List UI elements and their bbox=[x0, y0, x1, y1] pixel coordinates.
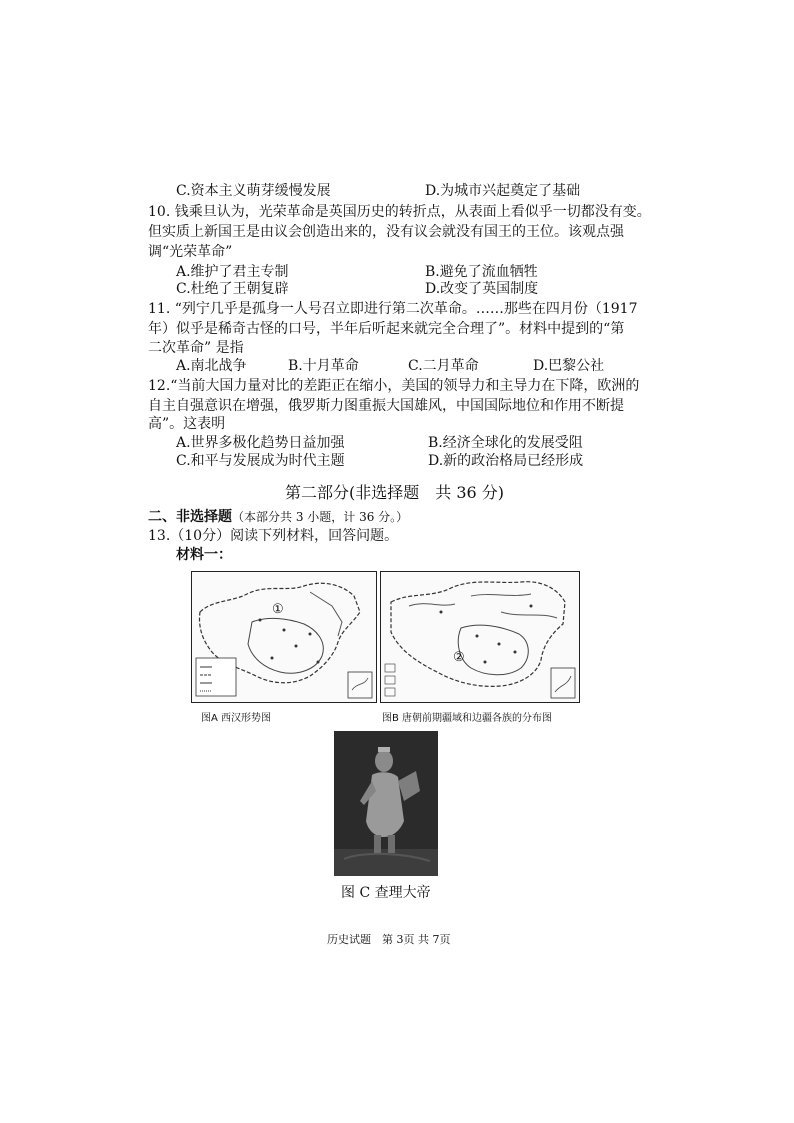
section2-note: （本部分共 3 小题，计 36 分。） bbox=[232, 510, 409, 524]
q10-option-b: B.避免了流血牺牲 bbox=[425, 264, 538, 280]
q10-option-c: C.杜绝了王朝复辟 bbox=[176, 281, 289, 297]
q10-line-3: 调“光荣革命” bbox=[148, 244, 233, 260]
q12-option-a: A.世界多极化趋势日益加强 bbox=[176, 435, 345, 451]
q10-option-a: A.维护了君主专制 bbox=[176, 264, 289, 280]
map-b-marker: ② bbox=[453, 650, 465, 665]
q11-option-d: D.巴黎公社 bbox=[533, 358, 605, 374]
q12-line-3: 高”。这表明 bbox=[148, 416, 226, 432]
map-b-drawing bbox=[381, 572, 579, 702]
map-a-marker: ① bbox=[272, 602, 284, 617]
section2-label: 二、非选择题 bbox=[148, 509, 232, 525]
q12-line-1: 12.“当前大国力量对比的差距正在缩小，美国的领导力和主导力在下降，欧洲的 bbox=[148, 378, 640, 394]
q12-option-b: B.经济全球化的发展受阻 bbox=[428, 435, 583, 451]
q11-line-3: 二次革命” 是指 bbox=[148, 340, 244, 356]
q9-option-d: D.为城市兴起奠定了基础 bbox=[425, 183, 581, 199]
map-b-caption: 图B 唐朝前期疆域和边疆各族的分布图 bbox=[382, 713, 553, 724]
q11-option-b: B.十月革命 bbox=[288, 358, 359, 374]
q10-option-d: D.改变了英国制度 bbox=[425, 281, 539, 297]
q12-option-c: C.和平与发展成为时代主题 bbox=[176, 453, 345, 469]
q11-option-c: C.二月革命 bbox=[408, 358, 479, 374]
q12-option-d: D.新的政治格局已经形成 bbox=[428, 453, 584, 469]
q11-option-a: A.南北战争 bbox=[176, 358, 247, 374]
q9-option-c: C.资本主义萌芽缓慢发展 bbox=[176, 183, 331, 199]
q13-material-label: 材料一： bbox=[176, 547, 232, 563]
page-footer: 历史试题 第 3页 共 7页 bbox=[327, 933, 451, 946]
q13-intro: 13.（10分）阅读下列材料，回答问题。 bbox=[148, 528, 399, 544]
map-a-western-han bbox=[191, 571, 377, 703]
charlemagne-photo bbox=[334, 731, 438, 876]
charlemagne-figure bbox=[334, 731, 438, 876]
q10-line-2: 但实质上新国王是由议会创造出来的，没有议会就没有国王的王位。该观点强 bbox=[148, 224, 624, 240]
q10-line-1: 10. 钱乘旦认为，光荣革命是英国历史的转折点，从表面上看似乎一切都没有变。 bbox=[148, 204, 651, 220]
q11-line-1: 11. “列宁几乎是孤身一人号召立即进行第二次革命。……那些在四月份（1917 bbox=[148, 301, 638, 317]
photo-caption: 图 C 查理大帝 bbox=[341, 885, 431, 901]
map-b-tang bbox=[380, 571, 580, 703]
part2-title: 第二部分(非选择题 共 36 分) bbox=[285, 483, 505, 502]
q12-line-2: 自主自强意识在增强，俄罗斯力图重振大国雄风，中国国际地位和作用不断提 bbox=[148, 398, 624, 414]
map-a-drawing bbox=[192, 572, 376, 702]
q11-line-2: 年）似乎是稀奇古怪的口号，半年后听起来就完全合理了”。材料中提到的“第 bbox=[148, 321, 625, 337]
map-a-caption: 图A 西汉形势图 bbox=[201, 713, 272, 724]
section2-heading bbox=[148, 508, 408, 526]
